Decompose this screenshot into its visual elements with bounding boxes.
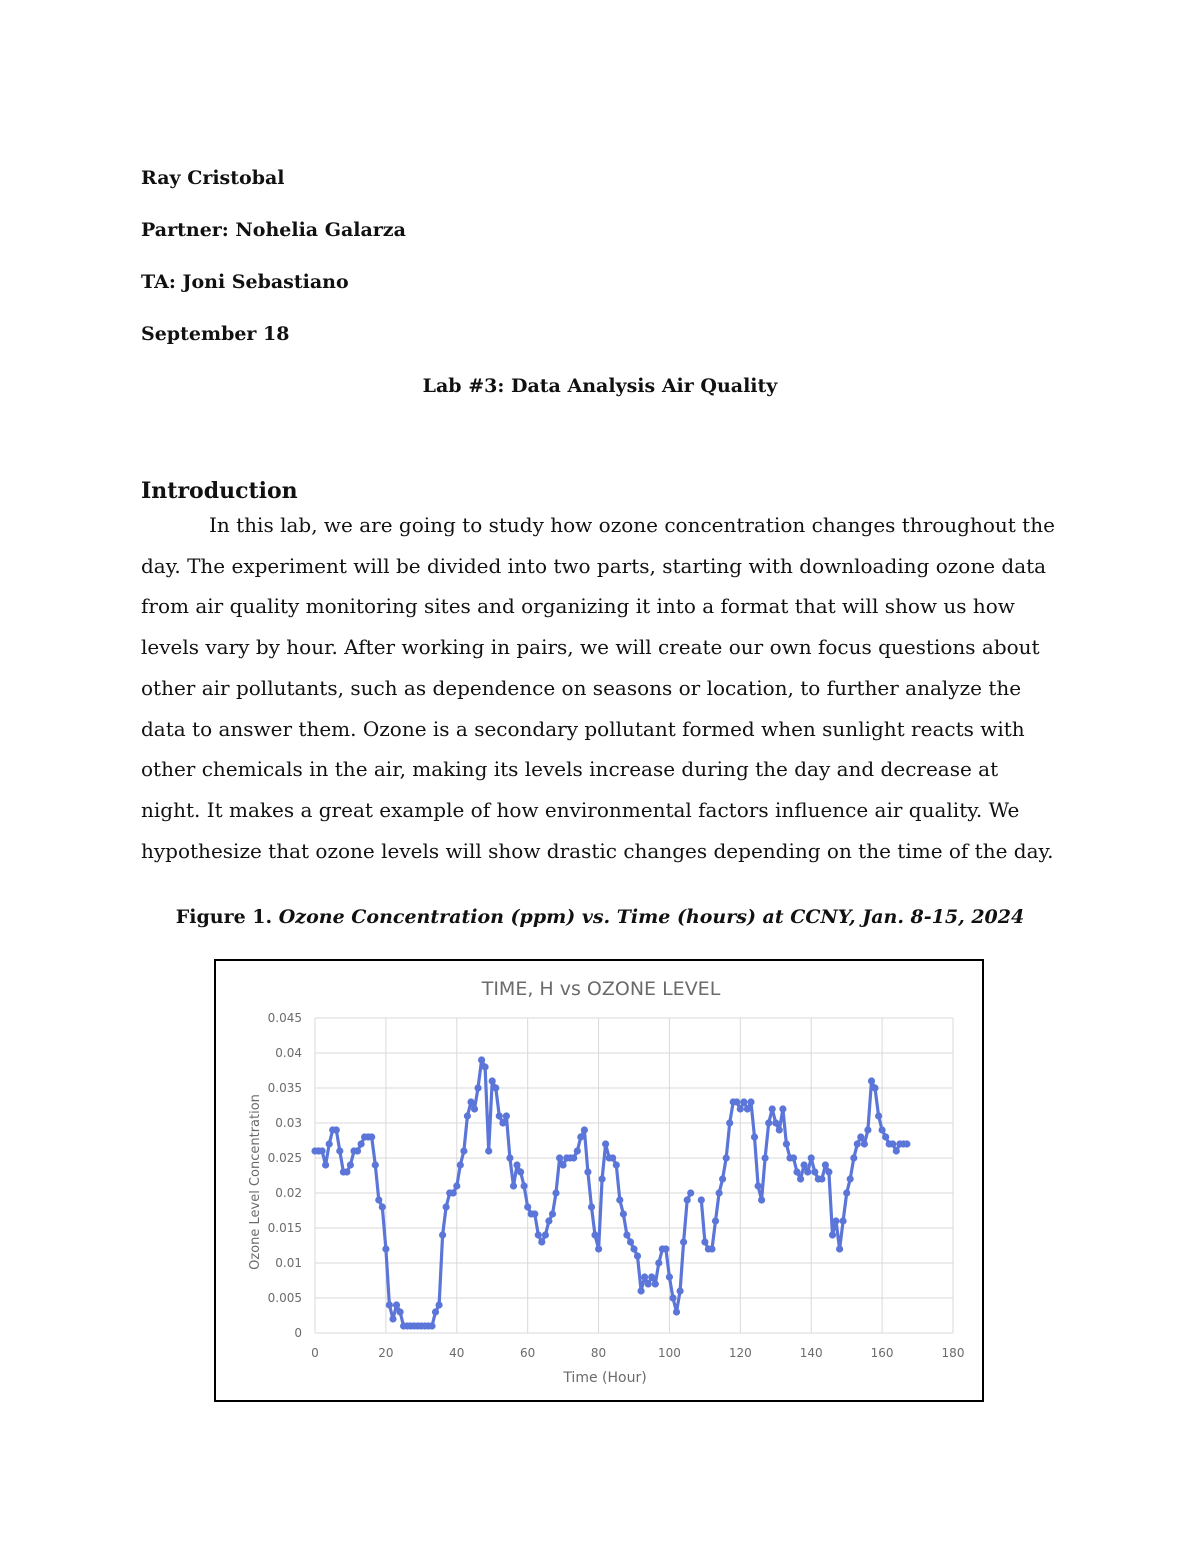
data-point xyxy=(861,1140,868,1147)
data-point xyxy=(623,1231,630,1238)
y-tick-label: 0.04 xyxy=(275,1046,302,1060)
partner-line: Partner: Nohelia Galarza xyxy=(141,219,406,241)
data-point xyxy=(322,1161,329,1168)
x-tick-label: 180 xyxy=(941,1346,965,1360)
data-point xyxy=(478,1056,485,1063)
data-point xyxy=(889,1140,896,1147)
data-point xyxy=(602,1140,609,1147)
data-point xyxy=(510,1182,517,1189)
y-tick-label: 0.03 xyxy=(275,1116,302,1130)
data-point xyxy=(552,1189,559,1196)
data-point xyxy=(882,1133,889,1140)
data-point xyxy=(641,1273,648,1280)
data-point xyxy=(457,1161,464,1168)
author-name: Ray Cristobal xyxy=(141,167,285,189)
data-point xyxy=(613,1161,620,1168)
data-point xyxy=(343,1168,350,1175)
data-point xyxy=(521,1182,528,1189)
data-point xyxy=(893,1147,900,1154)
data-point xyxy=(375,1196,382,1203)
data-point xyxy=(549,1210,556,1217)
data-point xyxy=(903,1140,910,1147)
data-point xyxy=(832,1217,839,1224)
y-axis-label: Ozone Level Concentration xyxy=(248,1094,263,1270)
y-tick-label: 0.005 xyxy=(267,1291,302,1305)
date-line: September 18 xyxy=(141,323,290,345)
data-point xyxy=(744,1105,751,1112)
chart-tick-labels xyxy=(268,1011,965,1360)
data-point xyxy=(762,1154,769,1161)
data-point xyxy=(825,1168,832,1175)
data-point xyxy=(772,1119,779,1126)
chart-frame xyxy=(214,959,984,1402)
data-point xyxy=(627,1238,634,1245)
data-point xyxy=(804,1168,811,1175)
data-point xyxy=(864,1126,871,1133)
figure-caption-text: Ozone Concentration (ppm) vs. Time (hours) at CCNY, Jan. 8-15, 2024 xyxy=(278,906,1025,928)
introduction-paragraph: In this lab, we are going to study how ozone concentration changes throughout the day. The experiment will be divided into two parts, starting with downloading ozone data from air quality monitoring sites and organizing it into a format that will show us how levels vary by hour. After working in pairs, we will create our own focus questions about other air pollutants, such as dependence on seasons or location, to further analyze the data to answer them. Ozone is a secondary pollutant formed when sunlight reacts with other chemicals in the air, making its levels increase during the day and decrease at night. It makes a great example of how environmental factors influence air quality. We hypothesize that ozone levels will show drastic changes depending on the time of the day. xyxy=(141,513,1055,863)
data-point xyxy=(630,1245,637,1252)
data-point xyxy=(790,1154,797,1161)
data-point xyxy=(389,1315,396,1322)
data-point xyxy=(687,1189,694,1196)
y-tick-label: 0.02 xyxy=(275,1186,302,1200)
data-point xyxy=(666,1273,673,1280)
y-tick-label: 0.015 xyxy=(267,1221,302,1235)
data-point xyxy=(733,1098,740,1105)
data-point xyxy=(811,1168,818,1175)
data-point xyxy=(368,1133,375,1140)
data-point xyxy=(531,1210,538,1217)
data-point xyxy=(879,1126,886,1133)
data-point xyxy=(489,1077,496,1084)
data-point xyxy=(847,1175,854,1182)
figure-caption xyxy=(0,906,1200,928)
ta-line: TA: Joni Sebastiano xyxy=(141,271,349,293)
data-point xyxy=(397,1308,404,1315)
y-tick-label: 0.045 xyxy=(267,1011,302,1025)
data-point xyxy=(471,1105,478,1112)
ozone-line-chart xyxy=(216,961,981,1399)
data-point xyxy=(797,1175,804,1182)
data-point xyxy=(382,1245,389,1252)
data-point xyxy=(428,1322,435,1329)
data-point xyxy=(836,1245,843,1252)
data-point xyxy=(474,1084,481,1091)
data-point xyxy=(443,1203,450,1210)
data-point xyxy=(485,1147,492,1154)
data-point xyxy=(584,1168,591,1175)
data-point xyxy=(755,1182,762,1189)
data-point xyxy=(868,1077,875,1084)
data-point xyxy=(684,1196,691,1203)
data-point xyxy=(716,1189,723,1196)
data-point xyxy=(450,1189,457,1196)
data-point xyxy=(609,1154,616,1161)
data-point xyxy=(765,1119,772,1126)
x-tick-label: 140 xyxy=(799,1346,823,1360)
data-point xyxy=(347,1161,354,1168)
data-point xyxy=(822,1161,829,1168)
data-point xyxy=(503,1112,510,1119)
x-tick-label: 20 xyxy=(378,1346,394,1360)
data-point xyxy=(496,1112,503,1119)
data-point xyxy=(712,1217,719,1224)
data-point xyxy=(652,1280,659,1287)
data-point xyxy=(492,1084,499,1091)
data-point xyxy=(591,1231,598,1238)
data-point xyxy=(319,1147,326,1154)
data-point xyxy=(793,1168,800,1175)
data-point xyxy=(648,1273,655,1280)
introduction-heading: Introduction xyxy=(141,478,298,504)
data-point xyxy=(818,1175,825,1182)
data-point xyxy=(645,1280,652,1287)
data-point xyxy=(698,1196,705,1203)
data-point xyxy=(662,1245,669,1252)
data-point xyxy=(570,1154,577,1161)
data-point xyxy=(379,1203,386,1210)
data-point xyxy=(460,1147,467,1154)
data-point xyxy=(638,1287,645,1294)
data-point xyxy=(751,1133,758,1140)
data-point xyxy=(850,1154,857,1161)
y-tick-label: 0.035 xyxy=(267,1081,302,1095)
data-point xyxy=(854,1140,861,1147)
data-point xyxy=(801,1161,808,1168)
data-point xyxy=(783,1140,790,1147)
data-point xyxy=(574,1147,581,1154)
x-tick-label: 100 xyxy=(657,1346,681,1360)
y-tick-label: 0 xyxy=(294,1326,302,1340)
data-point xyxy=(535,1231,542,1238)
data-point xyxy=(677,1287,684,1294)
chart-title: TIME, H vs OZONE LEVEL xyxy=(481,978,721,1000)
data-point xyxy=(737,1105,744,1112)
data-point xyxy=(616,1196,623,1203)
data-point xyxy=(758,1196,765,1203)
data-point xyxy=(333,1126,340,1133)
x-tick-label: 60 xyxy=(520,1346,536,1360)
data-point xyxy=(386,1301,393,1308)
data-point xyxy=(336,1147,343,1154)
y-tick-label: 0.025 xyxy=(267,1151,302,1165)
data-point xyxy=(358,1140,365,1147)
data-point xyxy=(599,1175,606,1182)
data-point xyxy=(840,1217,847,1224)
data-point xyxy=(871,1084,878,1091)
data-point xyxy=(669,1294,676,1301)
data-point xyxy=(542,1231,549,1238)
x-tick-label: 120 xyxy=(728,1346,752,1360)
x-tick-label: 80 xyxy=(590,1346,607,1360)
chart-gridlines xyxy=(315,1018,953,1333)
data-point xyxy=(482,1063,489,1070)
data-point xyxy=(769,1105,776,1112)
data-point xyxy=(655,1259,662,1266)
data-point xyxy=(680,1238,687,1245)
data-point xyxy=(556,1154,563,1161)
data-point xyxy=(634,1252,641,1259)
x-tick-label: 160 xyxy=(870,1346,894,1360)
data-point xyxy=(513,1161,520,1168)
report-title: Lab #3: Data Analysis Air Quality xyxy=(422,375,778,397)
data-point xyxy=(545,1217,552,1224)
data-point xyxy=(829,1231,836,1238)
data-point xyxy=(740,1098,747,1105)
data-point xyxy=(581,1126,588,1133)
x-tick-label: 0 xyxy=(311,1346,319,1360)
data-point xyxy=(453,1182,460,1189)
data-point xyxy=(436,1301,443,1308)
data-point xyxy=(708,1245,715,1252)
data-point xyxy=(726,1119,733,1126)
data-point xyxy=(779,1105,786,1112)
data-point xyxy=(723,1154,730,1161)
x-axis-label: Time (Hour) xyxy=(563,1370,647,1386)
data-point xyxy=(432,1308,439,1315)
data-point xyxy=(524,1203,531,1210)
data-point xyxy=(857,1133,864,1140)
data-point xyxy=(577,1133,584,1140)
data-point xyxy=(701,1238,708,1245)
data-point xyxy=(843,1189,850,1196)
data-point xyxy=(620,1210,627,1217)
data-point xyxy=(747,1098,754,1105)
data-point xyxy=(776,1126,783,1133)
x-tick-label: 40 xyxy=(449,1346,465,1360)
data-point xyxy=(538,1238,545,1245)
data-point xyxy=(517,1168,524,1175)
data-point xyxy=(372,1161,379,1168)
data-point xyxy=(506,1154,513,1161)
data-point xyxy=(875,1112,882,1119)
data-point xyxy=(560,1161,567,1168)
data-point xyxy=(467,1098,474,1105)
data-point xyxy=(326,1140,333,1147)
data-point xyxy=(354,1147,361,1154)
data-point xyxy=(499,1119,506,1126)
y-tick-label: 0.01 xyxy=(275,1256,302,1270)
data-point xyxy=(719,1175,726,1182)
data-point xyxy=(393,1301,400,1308)
data-point xyxy=(595,1245,602,1252)
data-point xyxy=(588,1203,595,1210)
figure-label: Figure 1. xyxy=(175,906,273,928)
data-point xyxy=(464,1112,471,1119)
data-point xyxy=(439,1231,446,1238)
data-point xyxy=(808,1154,815,1161)
data-point xyxy=(673,1308,680,1315)
